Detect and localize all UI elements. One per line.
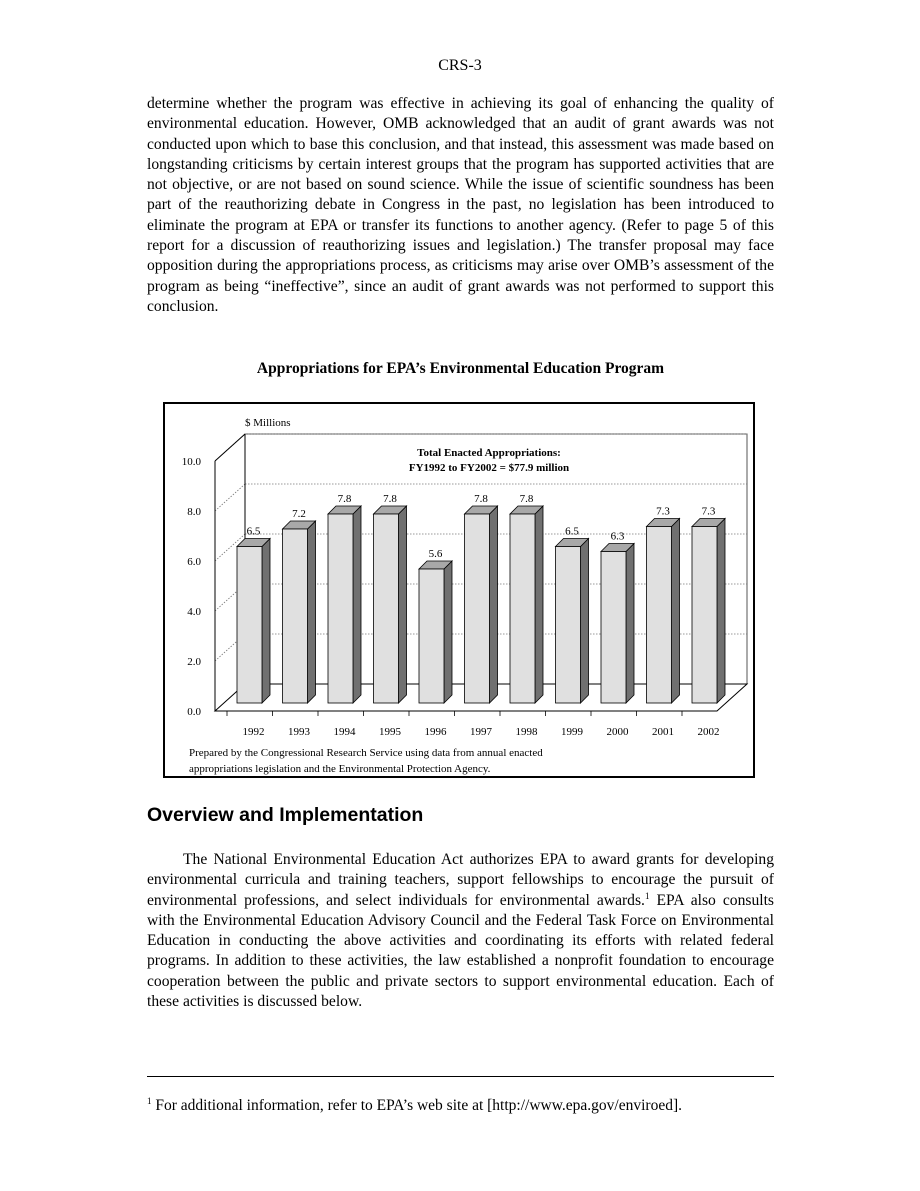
data-label: 5.6 [428, 548, 443, 560]
bar-side [581, 539, 589, 704]
bar-front [328, 514, 353, 703]
y-tick-label: 8.0 [187, 506, 201, 518]
bar-side [490, 506, 498, 703]
y-tick-label: 4.0 [187, 606, 201, 618]
y-tick-label: 10.0 [181, 456, 201, 468]
data-label: 6.3 [610, 530, 625, 543]
bar-front [283, 529, 308, 703]
bar-front [601, 552, 626, 704]
chart-source-line2: appropriations legislation and the Environmental Protection Agency. [189, 763, 491, 775]
footnote-ref: 1 [644, 890, 650, 901]
chart-source-line1: Prepared by the Congressional Research Service using data from annual enacted [189, 747, 543, 759]
bar-side [353, 506, 361, 703]
chart-bars [237, 506, 725, 703]
overview-paragraph-part2: EPA also consults with the Environmental Education Advisory Council and the Federal Task Force on Environmental Education in conducting the above activities and coordinating its efforts with related federal programs. In addition to these activities, the law established a nonprofit foundation to encourage cooperation between the public and private sectors to support environmental education. Each of these activities is discussed below. [147, 891, 774, 1011]
data-label: 7.2 [292, 508, 306, 520]
footnote-number: 1 [147, 1095, 152, 1106]
footnote-text: For additional information, refer to EPA’s web site at [http://www.epa.gov/enviroed]. [155, 1097, 682, 1114]
bar-side [626, 544, 634, 704]
bar-1996 [419, 561, 452, 703]
bar-front [237, 547, 262, 704]
overview-paragraph-part1: The National Environmental Education Act authorizes EPA to award grants for developing environmental curricula and training teachers, support fellowships to encourage the pursuit of environmental professions, and select individuals for environmental awards. [147, 851, 774, 909]
bar-1998 [510, 506, 543, 703]
bar-front [510, 514, 535, 703]
bar-1997 [465, 506, 498, 703]
bar-front [465, 514, 490, 703]
y-axis-label: $ Millions [245, 417, 291, 429]
bar-side [262, 539, 270, 704]
x-tick-label: 1994 [333, 726, 356, 738]
bar-side [672, 519, 680, 704]
x-tick-label: 1998 [515, 726, 538, 738]
page-header: CRS-3 [438, 57, 482, 74]
x-tick-label: 2002 [697, 726, 720, 738]
x-tick-label: 1995 [379, 726, 401, 738]
footnote-divider [147, 1076, 774, 1077]
chart-annotation-line2: FY1992 to FY2002 = $77.9 million [408, 462, 570, 474]
x-tick-label: 1996 [424, 726, 447, 738]
bar-side [717, 519, 725, 704]
overview-paragraph [147, 850, 774, 1012]
x-tick-label: 2000 [606, 726, 629, 738]
x-tick-label: 2001 [652, 726, 674, 738]
bar-2002 [692, 519, 725, 704]
data-label: 7.8 [519, 493, 534, 505]
gridline-side [215, 484, 245, 511]
bar-2000 [601, 544, 634, 704]
bar-1995 [374, 506, 407, 703]
chart-frame [163, 402, 755, 778]
data-label: 7.8 [474, 493, 488, 505]
footnote [147, 1097, 774, 1115]
data-label: 7.8 [383, 493, 397, 505]
appropriations-bar-chart [165, 404, 753, 776]
y-tick-label: 6.0 [187, 556, 201, 568]
bar-front [556, 547, 581, 704]
bar-front [374, 514, 399, 703]
bar-2001 [647, 519, 680, 704]
y-axis-depth-top [215, 434, 245, 461]
bar-front [419, 569, 444, 703]
bar-side [308, 521, 316, 703]
data-label: 7.3 [701, 505, 716, 518]
x-tick-label: 1997 [470, 726, 492, 738]
data-label: 7.3 [656, 505, 670, 518]
bar-1992 [237, 539, 270, 704]
chart-annotation-line1: Total Enacted Appropriations: [417, 447, 561, 459]
data-label: 6.5 [246, 525, 261, 538]
x-tick-label: 1992 [242, 726, 265, 738]
chart-title: Appropriations for EPA’s Environmental Education Program [256, 360, 665, 377]
bar-side [444, 561, 452, 703]
data-label: 6.5 [565, 525, 579, 538]
x-tick-label: 1993 [288, 726, 310, 738]
bar-1993 [283, 521, 316, 703]
bar-1994 [328, 506, 361, 703]
bar-front [692, 527, 717, 704]
x-tick-label: 1999 [561, 726, 583, 738]
intro-paragraph: determine whether the program was effective in achieving its goal of enhancing the quality of environmental education. However, OMB acknowledged that an audit of grant awards was not conducted upon which to base this conclusion, and that instead, this assessment was made based on longstanding criticisms by certain interest groups that the program has supported activities that are not objective, or are not based on sound science. While the issue of scientific soundness has been part of the reauthorizing debate in Congress in the past, no legislation has been introduced to eliminate the program at EPA or transfer its functions to another agency. (Refer to page 5 of this report for a discussion of reauthorizing issues and legislation.) The transfer proposal may face opposition during the appropriations process, as criticisms may arise over OMB’s assessment of the program as being “ineffective”, since an audit of grant awards was not performed to support this conclusion. [147, 95, 774, 315]
y-tick-label: 0.0 [187, 706, 201, 718]
section-heading: Overview and Implementation [147, 804, 424, 826]
bar-front [647, 527, 672, 704]
bar-side [399, 506, 407, 703]
data-label: 7.8 [337, 493, 352, 505]
bar-1999 [556, 539, 589, 704]
y-tick-label: 2.0 [187, 656, 201, 668]
bar-side [535, 506, 543, 703]
